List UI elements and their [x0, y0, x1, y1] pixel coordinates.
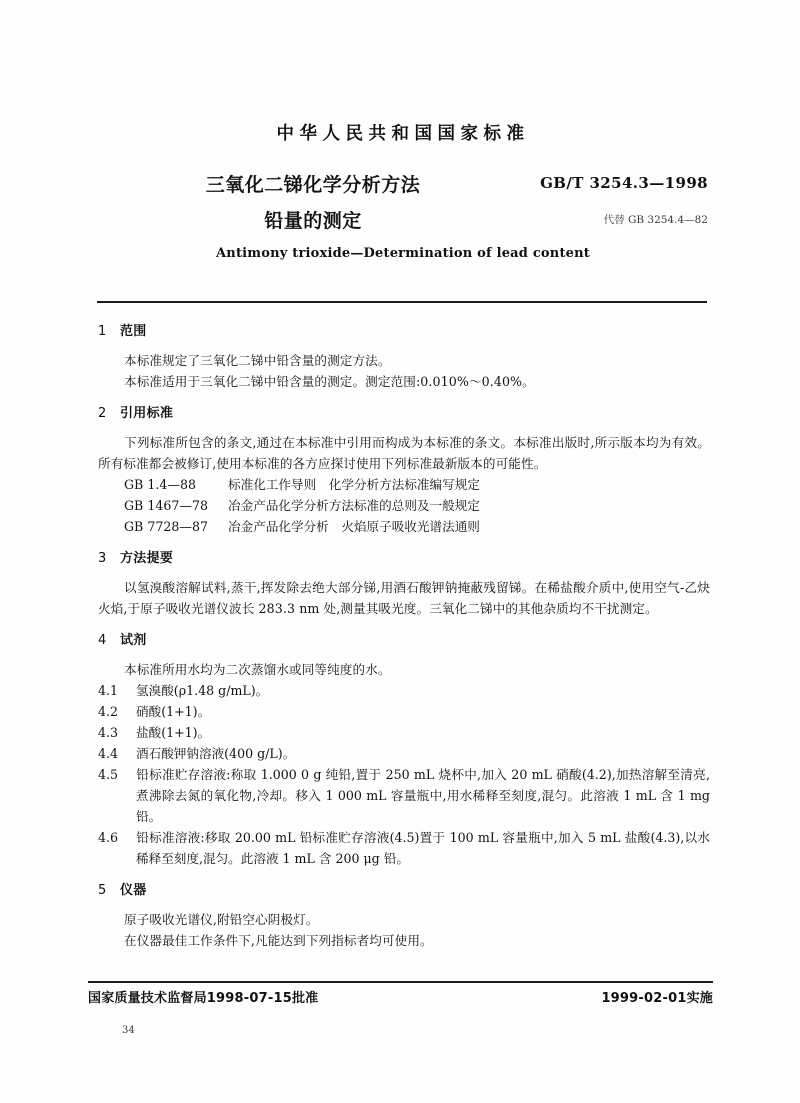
- section-3-paragraph-1: 以氢溴酸溶解试料,蒸干,挥发除去绝大部分锑,用酒石酸钾钠掩蔽残留锑。在稀盐酸介质中,使用空气-乙炔火焰,于原子吸收光谱仪波长 283.3 nm 处,测量其吸光度。三氧化二锑中的其他杂质均不干扰测定。: [98, 580, 710, 616]
- list-item: [98, 516, 710, 537]
- reference-code: GB 1467—78: [124, 498, 208, 513]
- approval-statement: 国家质量技术监督局1998-07-15批准: [88, 991, 319, 1006]
- section-heading-4: [98, 631, 710, 650]
- list-item: [98, 680, 710, 701]
- section-4-paragraph-1: 本标准所用水均为二次蒸馏水或同等纯度的水。: [124, 662, 391, 677]
- reference-code: GB 1.4—88: [124, 477, 196, 492]
- footer-divider: [88, 981, 713, 983]
- list-item: [98, 701, 710, 722]
- section-number-3: 3: [98, 551, 107, 566]
- item-text: 盐酸(1+1)。: [136, 725, 211, 740]
- section-5-paragraph-2: 在仪器最佳工作条件下,凡能达到下列指标者均可使用。: [124, 933, 433, 948]
- document-title-en: Antimony trioxide—Determination of lead content: [216, 246, 590, 261]
- referenced-standards-list: [98, 474, 710, 537]
- section-title-5: 仪器: [120, 883, 147, 898]
- page-footer: [88, 987, 713, 1006]
- section-heading-5: [98, 881, 710, 900]
- item-text: 硝酸(1+1)。: [136, 704, 211, 719]
- document-body: [98, 322, 710, 951]
- section-5-paragraph-1: 原子吸收光谱仪,附铅空心阴极灯。: [124, 912, 319, 927]
- item-text: 铅标准贮存溶液:称取 1.000 0 g 纯铅,置于 250 mL 烧杯中,加入 20 mL 硝酸(4.2),加热溶解至清亮,煮沸除去氮的氧化物,冷却。移入 1 000 mL 容量瓶中,用水稀释至刻度,混匀。此溶液 1 mL 含 1 mg 铅。: [136, 767, 710, 824]
- page-number: 34: [122, 1025, 135, 1036]
- reagent-list: [98, 680, 710, 869]
- list-item: [98, 827, 710, 869]
- header-divider: [97, 301, 707, 303]
- item-number: 4.1: [98, 683, 119, 698]
- item-text: 酒石酸钾钠溶液(400 g/L)。: [136, 746, 296, 761]
- section-number-1: 1: [98, 324, 107, 339]
- item-number: 4.5: [98, 767, 119, 782]
- section-1-paragraph-2: 本标准适用于三氧化二锑中铅含量的测定。测定范围:0.010%～0.40%。: [124, 374, 535, 389]
- list-item: [98, 743, 710, 764]
- item-number: 4.6: [98, 830, 119, 845]
- title-line-1: 三氧化二锑化学分析方法: [205, 174, 421, 196]
- section-1-paragraph-1: 本标准规定了三氧化二锑中铅含量的测定方法。: [124, 353, 391, 368]
- list-item: [98, 722, 710, 743]
- implementation-statement: 1999-02-01实施: [601, 991, 713, 1006]
- list-item: [98, 764, 710, 827]
- section-number-4: 4: [98, 633, 107, 648]
- section-number-2: 2: [98, 406, 107, 421]
- section-title-2: 引用标准: [120, 406, 174, 421]
- standard-number-block: [508, 174, 708, 227]
- title-line-2: 铅量的测定: [264, 210, 362, 232]
- section-title-1: 范围: [120, 324, 147, 339]
- replaces-note: 代替 GB 3254.4—82: [603, 214, 708, 226]
- section-number-5: 5: [98, 883, 107, 898]
- title-row: [98, 170, 708, 240]
- item-text: 氢溴酸(ρ1.48 g/mL)。: [136, 683, 269, 698]
- list-item: [98, 474, 710, 495]
- reference-title: 标准化工作导则 化学分析方法标准编写规定: [228, 477, 480, 492]
- standard-code: GB/T 3254.3—1998: [540, 174, 708, 192]
- list-item: [98, 495, 710, 516]
- masthead: [98, 120, 708, 145]
- document-title-cn: [98, 170, 528, 236]
- national-standard-header: 中华人民共和国国家标准: [276, 124, 530, 144]
- item-number: 4.3: [98, 725, 119, 740]
- section-2-paragraph-1: 下列标准所包含的条文,通过在本标准中引用而构成为本标准的条文。本标准出版时,所示版本均为有效。所有标准都会被修订,使用本标准的各方应探讨使用下列标准最新版本的可能性。: [98, 435, 710, 471]
- item-number: 4.2: [98, 704, 119, 719]
- reference-title: 冶金产品化学分析方法标准的总则及一般规定: [228, 498, 480, 513]
- section-heading-2: [98, 404, 710, 423]
- section-heading-1: [98, 322, 710, 341]
- item-number: 4.4: [98, 746, 119, 761]
- section-title-3: 方法提要: [120, 551, 174, 566]
- section-title-4: 试剂: [120, 633, 147, 648]
- reference-code: GB 7728—87: [124, 519, 208, 534]
- reference-title: 冶金产品化学分析 火焰原子吸收光谱法通则: [228, 519, 480, 534]
- item-text: 铅标准溶液:移取 20.00 mL 铅标准贮存溶液(4.5)置于 100 mL 容量瓶中,加入 5 mL 盐酸(4.3),以水稀释至刻度,混匀。此溶液 1 mL 含 200 μg 铅。: [136, 830, 710, 866]
- section-heading-3: [98, 549, 710, 568]
